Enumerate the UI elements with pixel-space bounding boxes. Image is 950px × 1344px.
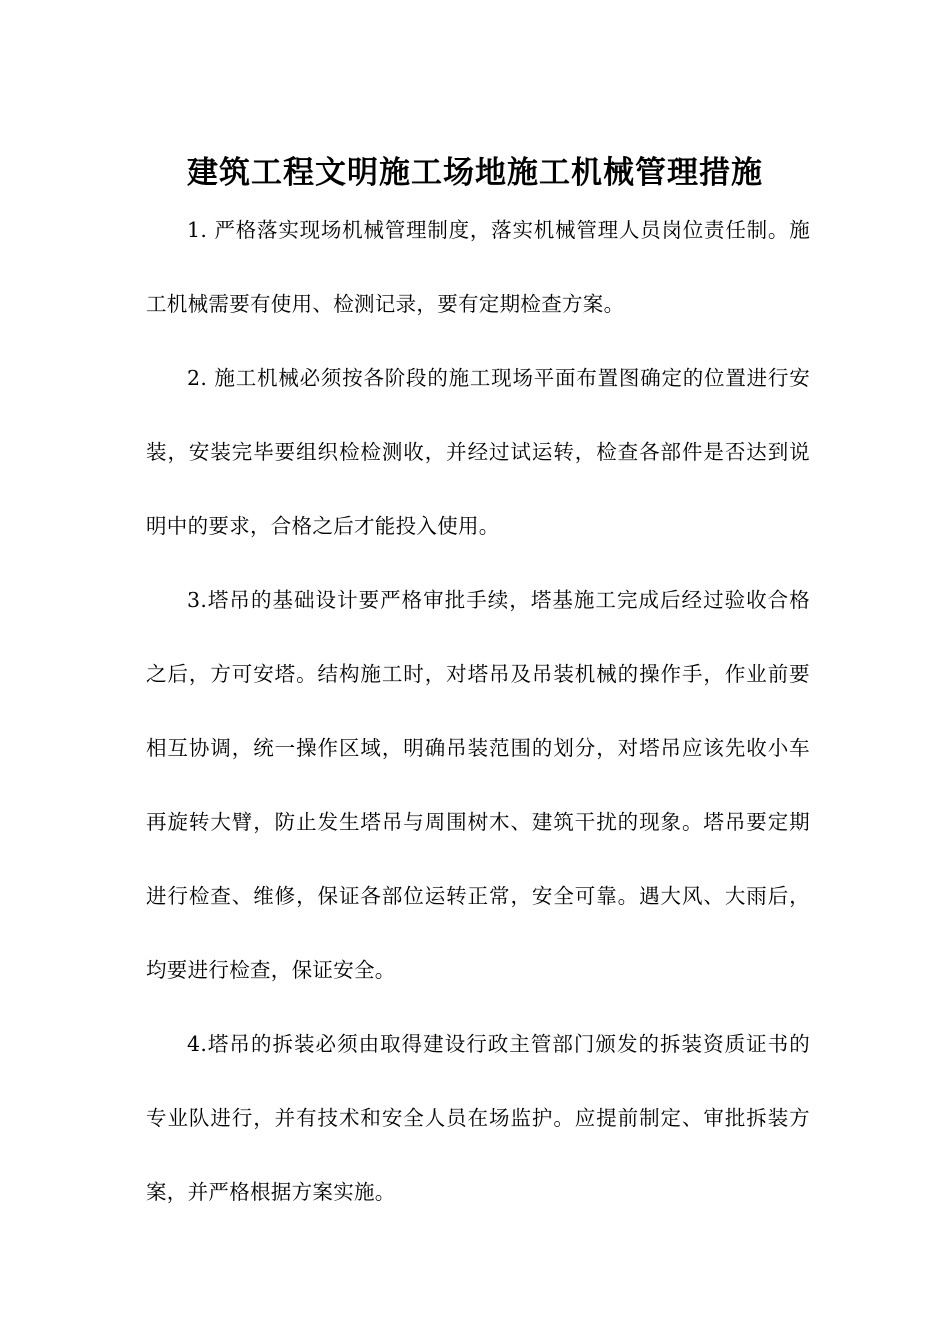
- paragraph-3: 3.塔吊的基础设计要严格审批手续，塔基施工完成后经过验收合格之后，方可安塔。结构施工时，对塔吊及吊装机械的操作手，作业前要相互协调，统一操作区域，明确吊装范围的划分，对塔吊应该先收小车再旋转大臂，防止发生塔吊与周围树木、建筑干扰的现象。塔吊要定期进行检查、维修，保证各部位运转正常，安全可靠。遇大风、大雨后，均要进行检查，保证安全。: [146, 588, 810, 982]
- paragraph-2: 2. 施工机械必须按各阶段的施工现场平面布置图确定的位置进行安装，安装完毕要组织检检测收，并经过试运转，检查各部件是否达到说明中的要求，合格之后才能投入使用。: [146, 366, 810, 538]
- page-title: 建筑工程文明施工场地施工机械管理措施: [187, 154, 763, 191]
- document-body: [146, 193, 810, 1229]
- paragraph-1: 1. 严格落实现场机械管理制度，落实机械管理人员岗位责任制。施工机械需要有使用、检测记录，要有定期检查方案。: [146, 218, 810, 316]
- paragraph-4: 4.塔吊的拆装必须由取得建设行政主管部门颁发的拆装资质证书的专业队进行，并有技术和安全人员在场监护。应提前制定、审批拆装方案，并严格根据方案实施。: [146, 1032, 810, 1204]
